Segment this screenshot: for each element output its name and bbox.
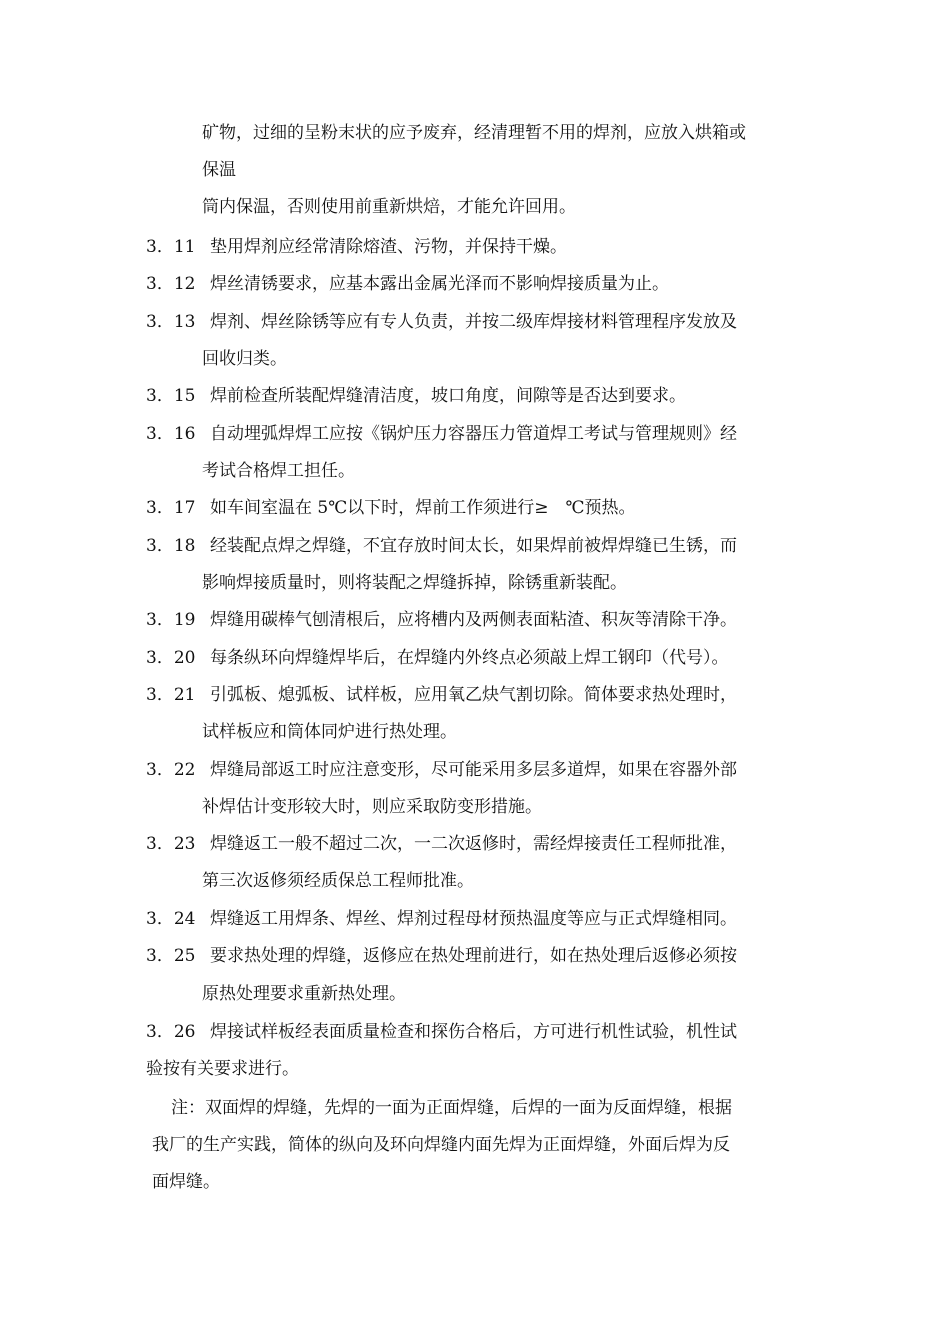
item-text: 焊丝清锈要求，应基本露出金属光泽而不影响焊接质量为止。 — [210, 274, 669, 294]
item-text: 要求热处理的焊缝，返修应在热处理前进行，如在热处理后返修必须按 — [210, 946, 737, 966]
item-text-continued: 回收归类。 — [202, 349, 287, 369]
item-number: 3．24 — [146, 909, 196, 929]
item-text-continued: 试样板应和筒体同炉进行热处理。 — [202, 722, 457, 742]
item-text: 焊缝返工一般不超过二次，一二次返修时，需经焊接责任工程师批准， — [210, 834, 737, 854]
note-line-3: 面焊缝。 — [152, 1172, 220, 1192]
item-number: 3．17 — [146, 498, 196, 518]
item-number: 3．19 — [146, 610, 196, 630]
item-number: 3．13 — [146, 312, 196, 332]
item-text-continued: 考试合格焊工担任。 — [202, 461, 355, 481]
item-number: 3．16 — [146, 424, 196, 444]
item-text: 焊缝局部返工时应注意变形，尽可能采用多层多道焊，如果在容器外部 — [210, 760, 737, 780]
item-text-continued: 第三次返修须经质保总工程师批准。 — [202, 871, 474, 891]
item-number: 3．23 — [146, 834, 196, 854]
item-text: 焊缝用碳棒气刨清根后，应将槽内及两侧表面粘渣、积灰等清除干净。 — [210, 610, 737, 630]
item-text: 自动埋弧焊焊工应按《锅炉压力容器压力管道焊工考试与管理规则》经 — [210, 424, 737, 444]
item-number: 3．25 — [146, 946, 196, 966]
item-text-continued: 补焊估计变形较大时，则应采取防变形措施。 — [202, 797, 542, 817]
item-text: 引弧板、熄弧板、试样板，应用氧乙炔气割切除。简体要求热处理时， — [210, 685, 737, 705]
item-number: 3．11 — [146, 237, 196, 257]
item-text: 垫用焊剂应经常清除熔渣、污物，并保持干燥。 — [210, 237, 567, 257]
intro-line-2: 保温 — [202, 160, 236, 180]
intro-line-3: 筒内保温，否则使用前重新烘焙，才能允许回用。 — [202, 197, 576, 217]
intro-line-1: 矿物，过细的呈粉末状的应予废弃，经清理暂不用的焊剂，应放入烘箱或 — [202, 123, 746, 143]
item-number: 3．21 — [146, 685, 196, 705]
note-line-2: 我厂的生产实践，简体的纵向及环向焊缝内面先焊为正面焊缝，外面后焊为反 — [152, 1135, 730, 1155]
item-text: 焊接试样板经表面质量检查和探伤合格后，方可进行机性试验，机性试 — [210, 1022, 737, 1042]
item-text: 每条纵环向焊缝焊毕后，在焊缝内外终点必须敲上焊工钢印（代号）。 — [210, 648, 729, 668]
item-text-continued: 影响焊接质量时，则将装配之焊缝拆掉，除锈重新装配。 — [202, 573, 627, 593]
item-text: 焊前检查所装配焊缝清洁度，坡口角度，间隙等是否达到要求。 — [210, 386, 686, 406]
item-text: 如车间室温在 5℃以下时，焊前工作须进行≥ ℃预热。 — [210, 498, 636, 518]
item-text: 焊缝返工用焊条、焊丝、焊剂过程母材预热温度等应与正式焊缝相同。 — [210, 909, 737, 929]
item-number: 3．26 — [146, 1022, 196, 1042]
item-number: 3．15 — [146, 386, 196, 406]
note-line-1: 注：双面焊的焊缝，先焊的一面为正面焊缝，后焊的一面为反面焊缝，根据 — [171, 1098, 732, 1118]
item-text: 焊剂、焊丝除锈等应有专人负责，并按二级库焊接材料管理程序发放及 — [210, 312, 737, 332]
item-text: 经装配点焊之焊缝，不宜存放时间太长，如果焊前被焊焊缝已生锈，而 — [210, 536, 737, 556]
item-number: 3．22 — [146, 760, 196, 780]
item-text-continued: 原热处理要求重新热处理。 — [202, 984, 406, 1004]
item-text-continued: 验按有关要求进行。 — [146, 1059, 299, 1079]
item-number: 3．20 — [146, 648, 196, 668]
item-number: 3．12 — [146, 274, 196, 294]
item-number: 3．18 — [146, 536, 196, 556]
